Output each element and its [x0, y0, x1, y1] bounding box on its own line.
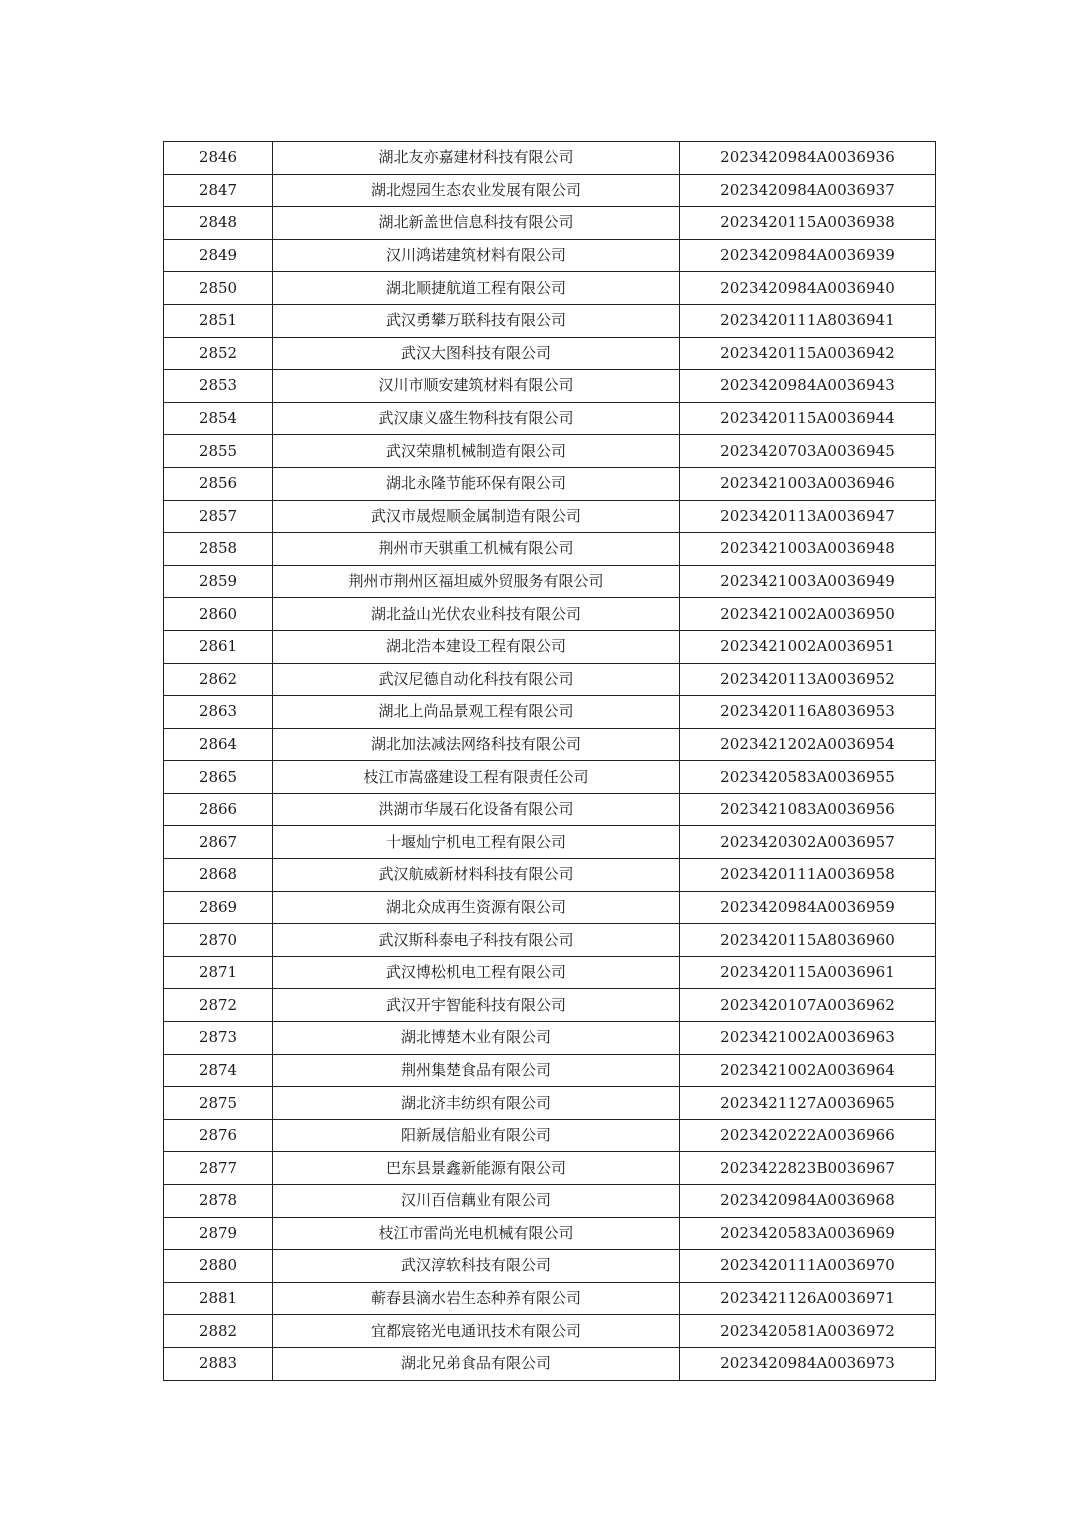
- row-number: 2848: [164, 207, 273, 240]
- registration-code: 2023420113A0036947: [680, 500, 936, 533]
- company-name: 湖北顺捷航道工程有限公司: [273, 272, 680, 305]
- registration-code: 2023420984A0036936: [680, 142, 936, 175]
- table-row: [164, 989, 936, 1022]
- company-name: 湖北兄弟食品有限公司: [273, 1347, 680, 1380]
- row-number: 2863: [164, 696, 273, 729]
- company-name: 武汉大图科技有限公司: [273, 337, 680, 370]
- table-row: [164, 696, 936, 729]
- row-number: 2859: [164, 565, 273, 598]
- company-name: 枝江市雷尚光电机械有限公司: [273, 1217, 680, 1250]
- table-row: [164, 272, 936, 305]
- company-name: 汉川鸿诺建筑材料有限公司: [273, 239, 680, 272]
- table-row: [164, 402, 936, 435]
- row-number: 2856: [164, 467, 273, 500]
- row-number: 2864: [164, 728, 273, 761]
- table-row: [164, 1152, 936, 1185]
- table-row: [164, 142, 936, 175]
- registration-code: 2023420222A0036966: [680, 1119, 936, 1152]
- table-row: [164, 370, 936, 403]
- table-row: [164, 1282, 936, 1315]
- table-row: [164, 1185, 936, 1218]
- company-name: 荆州市荆州区福坦威外贸服务有限公司: [273, 565, 680, 598]
- row-number: 2879: [164, 1217, 273, 1250]
- row-number: 2846: [164, 142, 273, 175]
- company-name: 武汉尼德自动化科技有限公司: [273, 663, 680, 696]
- registration-code: 2023420583A0036969: [680, 1217, 936, 1250]
- company-name: 武汉斯科泰电子科技有限公司: [273, 924, 680, 957]
- registration-code: 2023420115A0036938: [680, 207, 936, 240]
- registration-code: 2023420111A8036941: [680, 304, 936, 337]
- row-number: 2854: [164, 402, 273, 435]
- registration-code: 2023421083A0036956: [680, 793, 936, 826]
- table-row: [164, 630, 936, 663]
- table-row: [164, 500, 936, 533]
- registration-code: 2023420111A0036970: [680, 1250, 936, 1283]
- registration-code: 2023420111A0036958: [680, 859, 936, 892]
- row-number: 2860: [164, 598, 273, 631]
- registration-code: 2023420984A0036943: [680, 370, 936, 403]
- registration-code: 2023420115A0036942: [680, 337, 936, 370]
- company-name: 湖北友亦嘉建材科技有限公司: [273, 142, 680, 175]
- registration-code: 2023420984A0036939: [680, 239, 936, 272]
- company-name: 荆州市天骐重工机械有限公司: [273, 533, 680, 566]
- company-name: 湖北益山光伏农业科技有限公司: [273, 598, 680, 631]
- table-row: [164, 891, 936, 924]
- registration-code: 2023420984A0036959: [680, 891, 936, 924]
- row-number: 2878: [164, 1185, 273, 1218]
- table-row: [164, 337, 936, 370]
- row-number: 2875: [164, 1087, 273, 1120]
- company-name: 阳新晟信船业有限公司: [273, 1119, 680, 1152]
- table-row: [164, 1250, 936, 1283]
- registration-code: 2023420984A0036940: [680, 272, 936, 305]
- row-number: 2871: [164, 956, 273, 989]
- registration-code: 2023421003A0036946: [680, 467, 936, 500]
- company-name: 武汉航威新材料科技有限公司: [273, 859, 680, 892]
- row-number: 2857: [164, 500, 273, 533]
- row-number: 2858: [164, 533, 273, 566]
- table-body: [164, 142, 936, 1381]
- row-number: 2868: [164, 859, 273, 892]
- registration-code: 2023421002A0036964: [680, 1054, 936, 1087]
- row-number: 2880: [164, 1250, 273, 1283]
- company-list-table: [163, 141, 936, 1381]
- row-number: 2865: [164, 761, 273, 794]
- company-name: 湖北煜园生态农业发展有限公司: [273, 174, 680, 207]
- row-number: 2872: [164, 989, 273, 1022]
- company-name: 湖北永隆节能环保有限公司: [273, 467, 680, 500]
- table-row: [164, 1087, 936, 1120]
- registration-code: 2023420984A0036973: [680, 1347, 936, 1380]
- registration-code: 2023420583A0036955: [680, 761, 936, 794]
- row-number: 2874: [164, 1054, 273, 1087]
- row-number: 2852: [164, 337, 273, 370]
- table-row: [164, 598, 936, 631]
- registration-code: 2023421202A0036954: [680, 728, 936, 761]
- company-name: 汉川百信藕业有限公司: [273, 1185, 680, 1218]
- row-number: 2881: [164, 1282, 273, 1315]
- row-number: 2882: [164, 1315, 273, 1348]
- row-number: 2870: [164, 924, 273, 957]
- row-number: 2867: [164, 826, 273, 859]
- company-name: 荆州集楚食品有限公司: [273, 1054, 680, 1087]
- company-name: 十堰灿宁机电工程有限公司: [273, 826, 680, 859]
- registration-code: 2023420115A0036961: [680, 956, 936, 989]
- table-row: [164, 239, 936, 272]
- table-row: [164, 174, 936, 207]
- row-number: 2866: [164, 793, 273, 826]
- table-row: [164, 826, 936, 859]
- table-row: [164, 565, 936, 598]
- company-name: 枝江市嵩盛建设工程有限责任公司: [273, 761, 680, 794]
- registration-code: 2023420107A0036962: [680, 989, 936, 1022]
- row-number: 2873: [164, 1022, 273, 1055]
- company-name: 湖北浩本建设工程有限公司: [273, 630, 680, 663]
- table-row: [164, 728, 936, 761]
- company-name: 巴东县景鑫新能源有限公司: [273, 1152, 680, 1185]
- company-name: 宜都宸铭光电通讯技术有限公司: [273, 1315, 680, 1348]
- registration-code: 2023420302A0036957: [680, 826, 936, 859]
- registration-code: 2023420703A0036945: [680, 435, 936, 468]
- registration-code: 2023420984A0036937: [680, 174, 936, 207]
- registration-code: 2023420113A0036952: [680, 663, 936, 696]
- row-number: 2883: [164, 1347, 273, 1380]
- table-row: [164, 1347, 936, 1380]
- row-number: 2876: [164, 1119, 273, 1152]
- table-row: [164, 1217, 936, 1250]
- company-name: 湖北上尚品景观工程有限公司: [273, 696, 680, 729]
- table-row: [164, 1315, 936, 1348]
- row-number: 2869: [164, 891, 273, 924]
- row-number: 2855: [164, 435, 273, 468]
- registration-code: 2023420115A0036944: [680, 402, 936, 435]
- company-name: 武汉博松机电工程有限公司: [273, 956, 680, 989]
- company-name: 武汉康义盛生物科技有限公司: [273, 402, 680, 435]
- registration-code: 2023420581A0036972: [680, 1315, 936, 1348]
- company-name: 武汉荣鼎机械制造有限公司: [273, 435, 680, 468]
- registration-code: 2023420984A0036968: [680, 1185, 936, 1218]
- table-row: [164, 924, 936, 957]
- registration-code: 2023421126A0036971: [680, 1282, 936, 1315]
- table-row: [164, 304, 936, 337]
- row-number: 2849: [164, 239, 273, 272]
- table-row: [164, 1022, 936, 1055]
- company-name: 湖北博楚木业有限公司: [273, 1022, 680, 1055]
- table-row: [164, 761, 936, 794]
- registration-code: 2023421003A0036949: [680, 565, 936, 598]
- registration-code: 2023421002A0036950: [680, 598, 936, 631]
- table-row: [164, 1054, 936, 1087]
- company-name: 武汉勇攀万联科技有限公司: [273, 304, 680, 337]
- company-name: 湖北济丰纺织有限公司: [273, 1087, 680, 1120]
- table-row: [164, 207, 936, 240]
- table-row: [164, 435, 936, 468]
- row-number: 2861: [164, 630, 273, 663]
- company-name: 武汉淳软科技有限公司: [273, 1250, 680, 1283]
- table-row: [164, 663, 936, 696]
- row-number: 2850: [164, 272, 273, 305]
- table-row: [164, 467, 936, 500]
- company-name: 湖北加法减法网络科技有限公司: [273, 728, 680, 761]
- registration-code: 2023421002A0036963: [680, 1022, 936, 1055]
- row-number: 2851: [164, 304, 273, 337]
- row-number: 2847: [164, 174, 273, 207]
- registration-code: 2023421127A0036965: [680, 1087, 936, 1120]
- registration-code: 2023420116A8036953: [680, 696, 936, 729]
- row-number: 2877: [164, 1152, 273, 1185]
- row-number: 2862: [164, 663, 273, 696]
- company-name: 武汉市晟煜顺金属制造有限公司: [273, 500, 680, 533]
- company-name: 洪湖市华晟石化设备有限公司: [273, 793, 680, 826]
- company-name: 蕲春县滴水岩生态种养有限公司: [273, 1282, 680, 1315]
- registration-code: 2023422823B0036967: [680, 1152, 936, 1185]
- row-number: 2853: [164, 370, 273, 403]
- table-row: [164, 793, 936, 826]
- table-row: [164, 956, 936, 989]
- company-name: 湖北众成再生资源有限公司: [273, 891, 680, 924]
- registration-code: 2023420115A8036960: [680, 924, 936, 957]
- registration-code: 2023421003A0036948: [680, 533, 936, 566]
- table-row: [164, 1119, 936, 1152]
- company-name: 汉川市顺安建筑材料有限公司: [273, 370, 680, 403]
- registration-code: 2023421002A0036951: [680, 630, 936, 663]
- company-name: 湖北新盖世信息科技有限公司: [273, 207, 680, 240]
- company-name: 武汉开宇智能科技有限公司: [273, 989, 680, 1022]
- table-row: [164, 533, 936, 566]
- table-row: [164, 859, 936, 892]
